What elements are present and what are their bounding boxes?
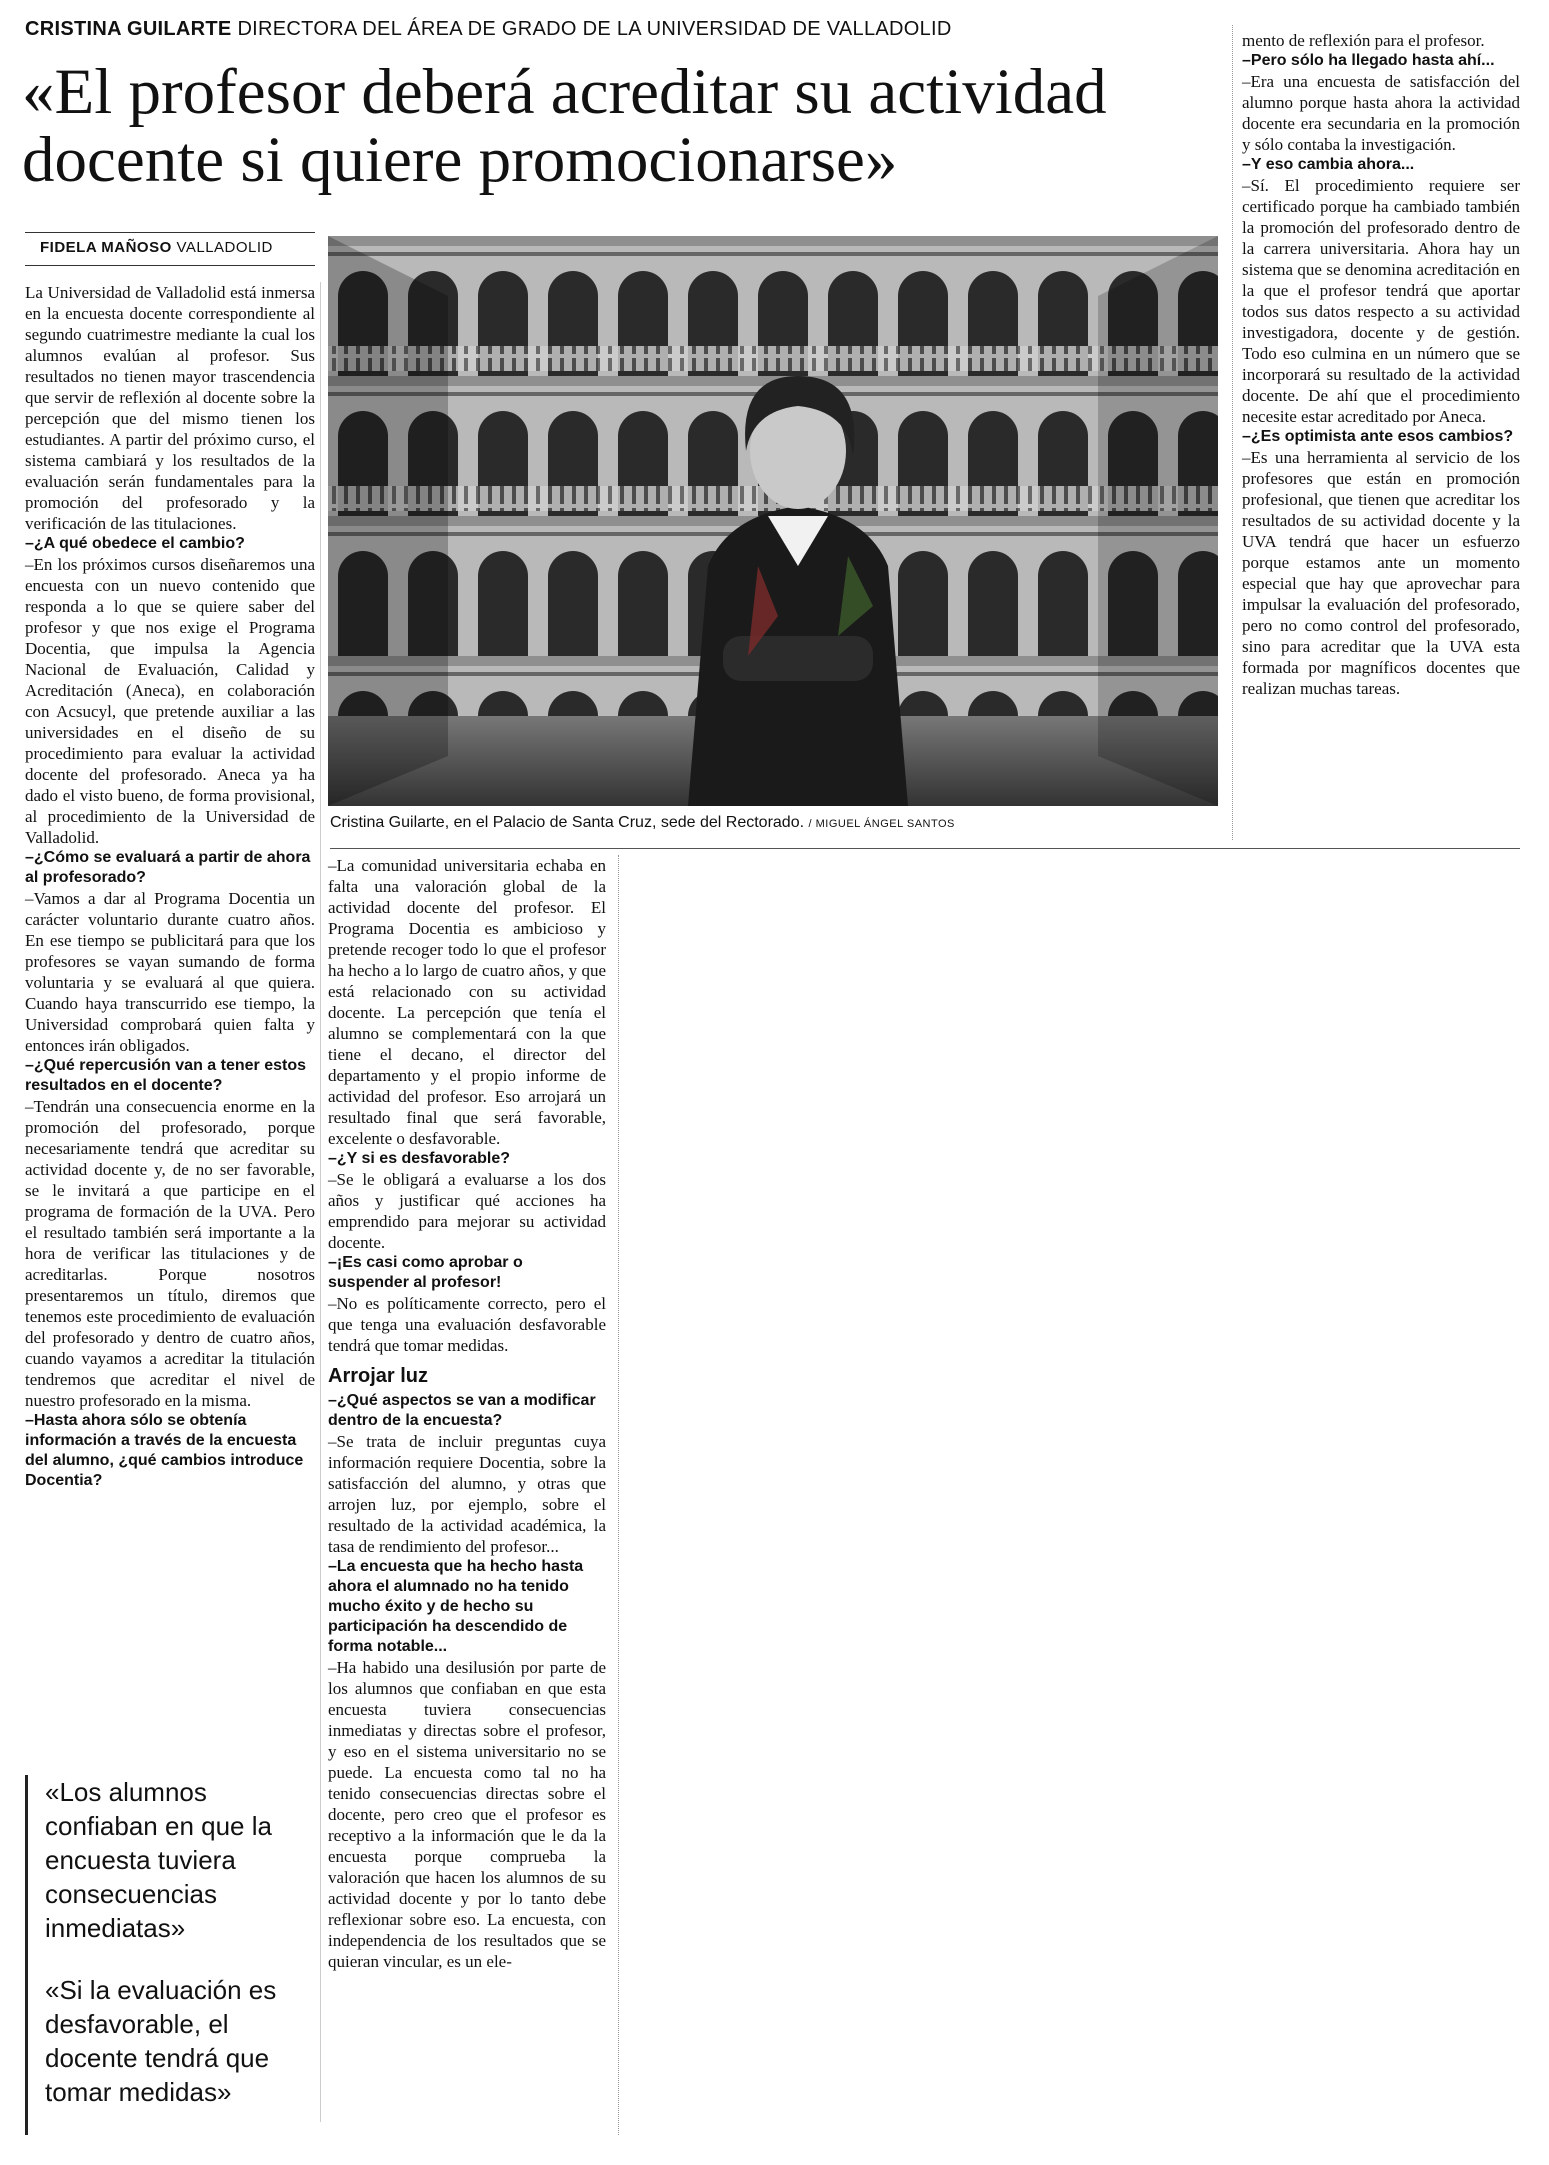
photo-caption xyxy=(330,814,955,832)
article-photo xyxy=(328,236,1218,806)
article-kicker xyxy=(25,18,952,41)
answer: –En los próximos cursos diseñaremos una encuesta con un nuevo contenido que responda a lo que se quiere saber del profesor y que nos exige el Programa Docentia, que impulsa la Agencia Nacional de Evaluación, Calidad y Acreditación (Aneca), en colaboración con Acsucyl, que pretende auxiliar a las universidades en el diseño de su procedimiento para evaluar la actividad docente del profesorado. Aneca ya ha dado el visto bueno, de forma provisional, al procedimiento de la Universidad de Valladolid. xyxy=(25,555,315,847)
interviewee-title: DIRECTORA DEL ÁREA DE GRADO DE LA UNIVERSIDAD DE VALLADOLID xyxy=(237,18,952,40)
question: –¿Es optimista ante esos cambios? xyxy=(1242,428,1514,445)
byline-place: VALLADOLID xyxy=(176,239,273,256)
answer: –Sí. El procedimiento requiere ser certificado porque ha cambiado también la promoción del profesorado dentro de la carrera universitaria. Ahora hay un sistema que se denomina acreditación en la que el profesor tendrá que aportar todos sus datos respecto a su actividad investigadora, docente y de gestión. Todo eso culmina en un número que se incorporará su resultado de la actividad docente. De ahí que el procedimiento necesite estar acreditado por Aneca. xyxy=(1242,176,1520,426)
question: –¿Cómo se evaluará a partir de ahora al profesorado? xyxy=(25,849,311,886)
lead-paragraph: La Universidad de Valladolid está inmersa en la encuesta docente correspondiente al segundo cuatrimestre mediante la cual los alumnos evalúan al profesor. Sus resultados no tienen mayor trascendencia que servir de reflexión al docente sobre la percepción que del mismo tienen los estudiantes. A partir del próximo curso, el sistema cambiará y los resultados de la evaluación serán fundamentales para la promoción del profesorado y la verificación de las titulaciones. xyxy=(25,283,315,533)
interviewee-name: CRISTINA GUILARTE xyxy=(25,18,232,40)
question: –¿Qué aspectos se van a modificar dentro de la encuesta? xyxy=(328,1392,596,1429)
column-divider xyxy=(1232,25,1233,840)
answer: –Se trata de incluir preguntas cuya información requiere Docentia, sobre la satisfacción del alumno, y otras que arrojen luz, por ejemplo, sobre el resultado de la actividad académica, la tasa de rendimiento del profesor... xyxy=(328,1432,606,1556)
column-divider xyxy=(320,282,321,2122)
question: –¿A qué obedece el cambio? xyxy=(25,535,245,552)
answer: –Era una encuesta de satisfacción del alumno porque hasta ahora la actividad docente era secundaria en la promoción y sólo contaba la investigación. xyxy=(1242,72,1520,154)
byline xyxy=(40,239,273,256)
section-subhead: Arrojar luz xyxy=(328,1365,429,1387)
pullquotes xyxy=(25,1775,315,2137)
photo-credit: / MIGUEL ÁNGEL SANTOS xyxy=(808,818,955,830)
caption-rule xyxy=(330,848,1520,849)
headline: «El profesor deberá acreditar su actividad docente si quiere promocionarse» xyxy=(22,56,1107,196)
byline-author: FIDELA MAÑOSO xyxy=(40,239,172,256)
answer: –Vamos a dar al Programa Docentia un carácter voluntario durante cuatro años. En ese tiempo se publicitará para que los profesores se vayan sumando de forma voluntaria y se evaluará al que quiera. Cuando haya transcurrido ese tiempo, la Universidad comprobará quien falta y entonces irán obligados. xyxy=(25,889,315,1055)
byline-rule-bottom xyxy=(25,265,315,266)
caption-text: Cristina Guilarte, en el Palacio de Santa Cruz, sede del Rectorado. xyxy=(330,814,805,831)
answer: –Ha habido una desilusión por parte de los alumnos que confiaban en que esta encuesta tuviera consecuencias inmediatas y directas sobre el profesor, y eso en el sistema universitario no se puede. La encuesta como tal no ha tenido consecuencias directas sobre el docente, pero creo que el profesor es receptivo a la información que le da la encuesta porque comprueba la valoración que hacen los alumnos de su actividad docente y por lo tanto debe reflexionar sobre eso. La encuesta, con independencia de los resultados que se quieran vincular, es un ele- xyxy=(328,1658,606,1971)
column-3 xyxy=(1242,30,1520,699)
question: –La encuesta que ha hecho hasta ahora el alumnado no ha tenido mucho éxito y de hecho su participación ha descendido de forma notable... xyxy=(328,1558,584,1655)
answer: –La comunidad universitaria echaba en falta una valoración global de la actividad docente del profesor. El Programa Docentia es ambicioso y pretende recoger todo lo que el profesor ha hecho a lo largo de cuatro años, y que está relacionado con su actividad docente. La percepción que tenía el alumno se complementará con la que tiene el decano, el director del departamento y el propio informe de actividad del profesor. Eso arrojará un resultado final que será favorable, excelente o desfavorable. xyxy=(328,856,606,1148)
column-1 xyxy=(25,282,315,1491)
cloister-photo-illustration xyxy=(328,236,1218,806)
answer: –Es una herramienta al servicio de los profesores que están en promoción profesional, que tienen que acreditar los resultados de su actividad docente y la UVA tendrá que hacer un esfuerzo porque estamos ante un momento especial que hay que aprovechar para impulsar la evaluación del profesorado, pero no como control del profesorado, sino para acreditar que la UVA esta formada por magníficos docentes que realizan muchas tareas. xyxy=(1242,448,1520,698)
pullquote: «Los alumnos confiaban en que la encuesta tuviera consecuencias inmediatas» xyxy=(45,1777,272,1943)
answer: mento de reflexión para el profesor. xyxy=(1242,31,1485,50)
column-2 xyxy=(328,855,606,1972)
question: –Pero sólo ha llegado hasta ahí... xyxy=(1242,52,1495,69)
question: –Hasta ahora sólo se obtenía información a través de la encuesta del alumno, ¿qué cambios introduce Docentia? xyxy=(25,1412,304,1489)
question: –¿Y si es desfavorable? xyxy=(328,1150,511,1167)
answer: –No es políticamente correcto, pero el que tenga una evaluación desfavorable tendrá que tomar medidas. xyxy=(328,1294,606,1355)
answer: –Tendrán una consecuencia enorme en la promoción del profesorado, porque necesariamente tendrá que acreditar su actividad docente y, de no ser favorable, se le invitará a que participe en el programa de formación de la UVA. Pero el resultado también será importante a la hora de verificar las titulaciones y de acreditarlas. Porque nosotros presentaremos un título, diremos que tenemos este procedimiento de evaluación del profesorado y dentro de cuatro años, cuando vayamos a acreditar la titulación tendremos que acreditar el nivel de nuestro profesorado en la misma. xyxy=(25,1097,315,1410)
question: –¡Es casi como aprobar o suspender al profesor! xyxy=(328,1254,523,1291)
pullquote: «Si la evaluación es desfavorable, el docente tendrá que tomar medidas» xyxy=(45,1975,277,2107)
question: –¿Qué repercusión van a tener estos resultados en el docente? xyxy=(25,1057,306,1094)
byline-rule-top xyxy=(25,232,315,233)
question: –Y eso cambia ahora... xyxy=(1242,156,1415,173)
column-divider xyxy=(618,855,619,2135)
answer: –Se le obligará a evaluarse a los dos años y justificar qué acciones ha emprendido para mejorar su actividad docente. xyxy=(328,1170,606,1252)
